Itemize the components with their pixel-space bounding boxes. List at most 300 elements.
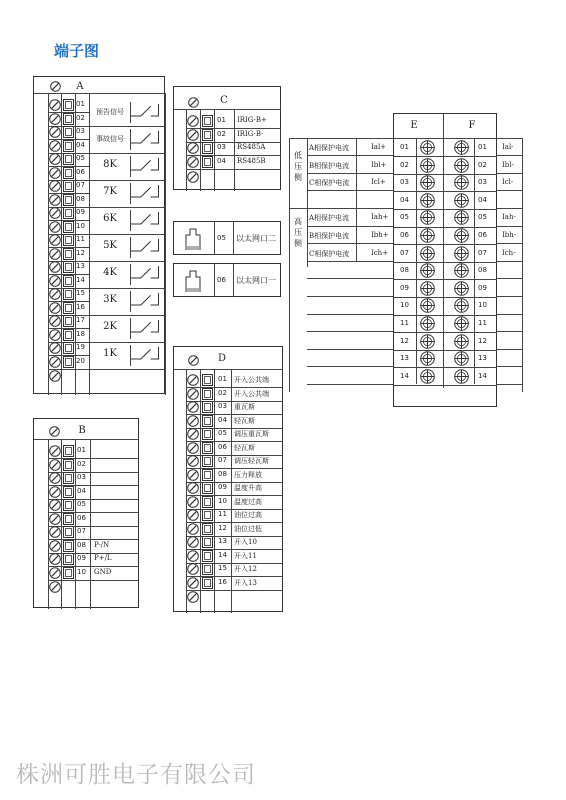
terminal-plate-icon xyxy=(202,550,213,562)
terminal-plate-icon xyxy=(63,288,74,300)
cross-screw-terminal-icon xyxy=(454,369,469,384)
terminal-plate-icon xyxy=(63,567,74,579)
relay-contact-icon xyxy=(131,293,159,309)
cross-screw-terminal-icon xyxy=(420,281,435,296)
cross-screw-terminal-icon xyxy=(420,158,435,173)
group-divider xyxy=(89,369,165,370)
row-divider xyxy=(186,155,281,156)
port-label: 以太网口二 xyxy=(236,234,276,243)
terminal-number-e: 10 xyxy=(400,301,409,310)
terminal-number-e: 14 xyxy=(400,371,409,380)
screw-icon xyxy=(187,563,199,575)
screw-icon xyxy=(49,329,61,341)
row-divider xyxy=(307,384,393,385)
phase-current-label: B相保护电流 xyxy=(309,232,350,240)
terminal-number-e: 09 xyxy=(400,283,409,292)
terminal-label: 调压重瓦斯 xyxy=(234,430,269,438)
port-label: 以太网口一 xyxy=(236,276,276,285)
terminal-label: 温度升高 xyxy=(234,484,262,492)
relay-group-label: 6K xyxy=(103,213,117,224)
terminal-number: 03 xyxy=(217,143,226,151)
current-output-table xyxy=(497,138,523,392)
terminal-number: 04 xyxy=(218,415,227,424)
terminal-number: 11 xyxy=(218,510,227,518)
row-divider xyxy=(186,142,281,143)
row-divider xyxy=(186,128,281,129)
terminal-number-f: 08 xyxy=(478,266,487,275)
terminal-number: 03 xyxy=(218,402,227,410)
terminal-plate-icon xyxy=(63,180,74,192)
terminal-plate-icon xyxy=(63,486,74,498)
terminal-number: 01 xyxy=(217,116,226,124)
cross-screw-terminal-icon xyxy=(454,316,469,331)
terminal-number: 05 xyxy=(218,429,227,437)
contact-lead xyxy=(130,156,131,177)
row-divider xyxy=(186,590,283,591)
terminal-number: 20 xyxy=(76,356,85,365)
cross-screw-terminal-icon xyxy=(420,316,435,331)
top-screw-icon xyxy=(49,426,60,437)
screw-icon xyxy=(187,469,199,481)
terminal-number: 19 xyxy=(76,343,85,351)
terminal-plate-icon xyxy=(63,126,74,138)
terminal-number-e: 06 xyxy=(400,231,409,239)
terminal-plate-icon xyxy=(202,509,213,521)
terminal-number-f: 14 xyxy=(478,371,487,380)
screw-icon xyxy=(49,275,61,287)
screw-icon xyxy=(187,496,199,508)
grid-line xyxy=(200,109,201,191)
terminal-number-f: 04 xyxy=(478,195,487,204)
cross-screw-terminal-icon xyxy=(454,281,469,296)
terminal-block-b xyxy=(33,418,139,608)
relay-contact-icon xyxy=(131,158,159,174)
terminal-number: 07 xyxy=(76,181,85,189)
screw-icon xyxy=(49,140,61,152)
grid-line xyxy=(443,114,444,388)
row-divider xyxy=(48,499,139,500)
relay-group-label: 8K xyxy=(103,159,117,170)
grid-line xyxy=(307,138,308,267)
phase-current-label: B相保护电流 xyxy=(309,161,350,170)
screw-icon xyxy=(49,315,61,327)
terminal-plate-icon xyxy=(63,553,74,565)
terminal-number-f: 13 xyxy=(478,354,487,363)
screw-icon xyxy=(187,536,199,548)
company-watermark: 株洲可胜电子有限公司 xyxy=(16,762,256,788)
grid-line xyxy=(416,138,417,384)
contact-lead xyxy=(130,102,131,123)
side-divider xyxy=(289,208,307,209)
terminal-number-e: 08 xyxy=(400,266,409,275)
terminal-number-e: 03 xyxy=(400,178,409,187)
terminal-plate-icon xyxy=(63,275,74,287)
relay-contact-icon xyxy=(131,239,159,255)
current-signal-minus: Ibh- xyxy=(502,231,517,239)
terminal-plate-icon xyxy=(63,329,74,341)
row-divider xyxy=(394,174,497,175)
terminal-plate-icon xyxy=(63,167,74,179)
relay-contact-icon xyxy=(131,347,159,363)
screw-icon xyxy=(49,472,61,484)
signal-label: 事故信号 xyxy=(96,135,124,143)
terminal-plate-icon xyxy=(63,526,74,538)
cross-screw-terminal-icon xyxy=(454,140,469,155)
terminal-label: 轻瓦斯 xyxy=(234,443,255,452)
terminal-label: RS485A xyxy=(237,143,266,151)
port-number: 05 xyxy=(217,234,226,242)
terminal-plate-icon xyxy=(202,536,213,548)
cross-screw-terminal-icon xyxy=(454,158,469,173)
grid-line xyxy=(289,138,393,139)
row-divider xyxy=(48,472,139,473)
row-divider xyxy=(497,278,523,279)
terminal-number: 06 xyxy=(218,442,227,451)
row-divider xyxy=(48,485,139,486)
screw-icon xyxy=(49,207,61,219)
screw-icon xyxy=(49,261,61,273)
screw-icon xyxy=(49,567,61,579)
terminal-plate-icon xyxy=(63,540,74,552)
terminal-plate-icon xyxy=(202,428,213,440)
cross-screw-terminal-icon xyxy=(454,263,469,278)
terminal-plate-icon xyxy=(63,261,74,273)
terminal-number: 10 xyxy=(77,567,86,576)
terminal-number: 08 xyxy=(218,469,227,478)
terminal-label: 温度过高 xyxy=(234,497,262,506)
row-divider xyxy=(307,208,393,209)
grid-line xyxy=(165,93,166,395)
current-signal-minus: Iah- xyxy=(502,213,516,222)
relay-contact-icon xyxy=(131,266,159,282)
terminal-number: 05 xyxy=(77,500,86,508)
terminal-number: 15 xyxy=(76,289,85,297)
screw-icon xyxy=(49,459,61,471)
terminal-plate-icon xyxy=(63,113,74,125)
cross-screw-terminal-icon xyxy=(454,334,469,349)
row-divider xyxy=(497,296,523,297)
terminal-plate-icon xyxy=(202,442,213,454)
terminal-plate-icon xyxy=(202,469,213,481)
terminal-plate-icon xyxy=(63,315,74,327)
terminal-plate-icon xyxy=(202,482,213,494)
terminal-number-e: 02 xyxy=(400,160,409,169)
row-divider xyxy=(394,332,497,333)
relay-group-label: 2K xyxy=(103,321,117,332)
grid-line xyxy=(214,222,215,255)
row-divider xyxy=(497,208,523,209)
screw-icon xyxy=(49,153,61,165)
terminal-plate-icon xyxy=(63,459,74,471)
terminal-label: 重瓦斯 xyxy=(234,403,255,411)
terminal-number-f: 12 xyxy=(478,336,487,345)
row-divider xyxy=(394,279,497,280)
screw-icon xyxy=(49,553,61,565)
row-divider xyxy=(497,349,523,350)
signal-label: 预告信号 xyxy=(96,108,124,116)
low-voltage-side-label: 低压侧 xyxy=(294,151,302,182)
top-screw-icon xyxy=(188,97,199,108)
screw-icon xyxy=(187,142,199,154)
relay-contact-icon xyxy=(131,320,159,336)
screw-icon xyxy=(187,455,199,467)
terminal-number: 05 xyxy=(76,154,85,162)
terminal-number-f: 10 xyxy=(478,301,487,310)
screw-icon xyxy=(187,550,199,562)
row-divider xyxy=(394,156,497,157)
bottom-screw-icon xyxy=(49,370,61,382)
terminal-number: 08 xyxy=(77,540,86,549)
terminal-label: 油位过低 xyxy=(234,524,262,533)
terminal-number: 10 xyxy=(76,221,85,230)
terminal-label: RS485B xyxy=(237,156,266,165)
relay-group-label: 4K xyxy=(103,267,117,278)
terminal-plate-icon xyxy=(63,194,74,206)
screw-icon xyxy=(49,234,61,246)
contact-lead xyxy=(130,264,131,285)
terminal-number: 09 xyxy=(218,483,227,491)
terminal-plate-icon xyxy=(63,248,74,260)
terminal-plate-icon xyxy=(202,115,213,127)
terminal-number-e: 04 xyxy=(400,195,409,204)
row-divider xyxy=(497,314,523,315)
screw-icon xyxy=(49,513,61,525)
top-screw-icon xyxy=(50,81,61,92)
screw-icon xyxy=(49,288,61,300)
row-divider xyxy=(307,155,393,156)
terminal-number: 10 xyxy=(218,496,227,505)
grid-line xyxy=(61,439,62,609)
contact-lead xyxy=(130,183,131,204)
terminal-number: 16 xyxy=(218,577,227,586)
terminal-label: GND xyxy=(94,567,112,576)
terminal-plate-icon xyxy=(63,221,74,233)
row-divider xyxy=(307,243,393,244)
screw-icon xyxy=(49,356,61,368)
row-divider xyxy=(497,155,523,156)
screw-icon xyxy=(49,540,61,552)
row-divider xyxy=(186,169,281,170)
screw-icon xyxy=(187,523,199,535)
terminal-number: 12 xyxy=(218,523,227,532)
cross-screw-terminal-icon xyxy=(420,210,435,225)
row-divider xyxy=(497,366,523,367)
terminal-number-e: 13 xyxy=(400,354,409,363)
row-divider xyxy=(497,173,523,174)
terminal-block-c xyxy=(173,86,281,190)
grid-line xyxy=(89,93,90,395)
group-divider xyxy=(89,207,165,208)
contact-lead xyxy=(130,210,131,231)
terminal-plate-icon xyxy=(63,234,74,246)
relay-contact-icon xyxy=(131,131,159,147)
cross-screw-terminal-icon xyxy=(454,228,469,243)
screw-icon xyxy=(187,415,199,427)
terminal-number: 04 xyxy=(77,486,86,495)
terminal-plate-icon xyxy=(63,356,74,368)
row-divider xyxy=(48,458,139,459)
terminal-number-e: 01 xyxy=(400,143,409,151)
grid-line xyxy=(214,109,215,191)
block-letter-f: F xyxy=(468,120,476,131)
grid-line xyxy=(174,369,283,370)
cross-screw-terminal-icon xyxy=(420,228,435,243)
terminal-plate-icon xyxy=(202,496,213,508)
terminal-number: 14 xyxy=(76,275,85,284)
bottom-screw-icon xyxy=(187,171,199,183)
cross-screw-terminal-icon xyxy=(454,175,469,190)
terminal-block-ef xyxy=(393,113,497,407)
terminal-number: 02 xyxy=(76,113,85,122)
screw-icon xyxy=(187,374,199,386)
row-divider xyxy=(497,384,523,385)
cross-screw-terminal-icon xyxy=(420,246,435,261)
row-divider xyxy=(48,512,139,513)
terminal-number-f: 01 xyxy=(478,143,487,151)
terminal-label: 开入10 xyxy=(234,538,257,546)
bottom-screw-icon xyxy=(49,581,61,593)
screw-icon xyxy=(49,302,61,314)
row-divider xyxy=(394,244,497,245)
grid-line xyxy=(474,138,475,384)
group-divider xyxy=(89,153,165,154)
high-voltage-side-label: 高压侧 xyxy=(294,217,302,249)
screw-icon xyxy=(49,486,61,498)
terminal-number: 14 xyxy=(218,550,227,559)
bottom-screw-icon xyxy=(187,591,199,603)
row-divider xyxy=(394,367,497,368)
terminal-label: 开入公共端 xyxy=(234,389,269,398)
cross-screw-terminal-icon xyxy=(420,193,435,208)
cross-screw-terminal-icon xyxy=(420,298,435,313)
terminal-number: 07 xyxy=(218,456,227,464)
grid-line xyxy=(394,138,497,139)
terminal-number: 15 xyxy=(218,564,227,572)
relay-contact-icon xyxy=(131,104,159,120)
terminal-label: IRIG-B+ xyxy=(237,116,267,124)
screw-icon xyxy=(49,126,61,138)
row-divider xyxy=(307,261,393,262)
terminal-plate-icon xyxy=(63,207,74,219)
grid-line xyxy=(34,93,165,94)
screw-icon xyxy=(49,445,61,457)
terminal-label: P+/L xyxy=(94,554,112,562)
block-letter: C xyxy=(220,95,228,106)
terminal-plate-icon xyxy=(202,415,213,427)
grid-line xyxy=(174,109,281,110)
contact-lead xyxy=(130,129,131,150)
row-divider xyxy=(497,226,523,227)
terminal-plate-icon xyxy=(202,563,213,575)
contact-lead xyxy=(130,237,131,258)
cross-screw-terminal-icon xyxy=(454,193,469,208)
terminal-number-f: 11 xyxy=(478,319,487,327)
terminal-plate-icon xyxy=(63,445,74,457)
row-divider xyxy=(48,526,139,527)
terminal-number-e: 05 xyxy=(400,213,409,222)
terminal-plate-icon xyxy=(63,99,74,111)
cross-screw-terminal-icon xyxy=(454,298,469,313)
terminal-number: 11 xyxy=(76,235,85,243)
grid-line xyxy=(522,138,523,392)
terminal-label: 压力释放 xyxy=(234,470,262,479)
terminal-number-e: 07 xyxy=(400,248,409,257)
cross-screw-terminal-icon xyxy=(454,210,469,225)
relay-group-label: 3K xyxy=(103,294,117,305)
screw-icon xyxy=(187,115,199,127)
terminal-number-e: 11 xyxy=(400,319,409,327)
screw-icon xyxy=(49,99,61,111)
terminal-plate-icon xyxy=(202,374,213,386)
current-signal-plus: Ibl+ xyxy=(371,160,387,169)
screw-icon xyxy=(187,428,199,440)
terminal-number: 03 xyxy=(77,473,86,481)
terminal-number: 13 xyxy=(76,262,85,270)
cross-screw-terminal-icon xyxy=(454,351,469,366)
terminal-block-d xyxy=(173,346,283,612)
terminal-number-f: 05 xyxy=(478,213,487,222)
terminal-label: 轻瓦斯 xyxy=(234,416,255,425)
terminal-number-f: 06 xyxy=(478,231,487,239)
port-number: 06 xyxy=(217,276,226,284)
screw-icon xyxy=(187,482,199,494)
row-divider xyxy=(307,296,393,297)
cross-screw-terminal-icon xyxy=(420,334,435,349)
group-divider xyxy=(89,342,165,343)
grid-line xyxy=(90,439,91,609)
current-signal-minus: Ial- xyxy=(502,143,514,151)
terminal-plate-icon xyxy=(202,523,213,535)
phase-current-label: A相保护电流 xyxy=(309,214,350,223)
current-signal-plus: Ich+ xyxy=(371,248,389,257)
terminal-plate-icon xyxy=(202,388,213,400)
row-divider xyxy=(307,226,393,227)
block-letter-e: E xyxy=(410,120,418,131)
cross-screw-terminal-icon xyxy=(420,175,435,190)
screw-icon xyxy=(49,113,61,125)
terminal-number: 01 xyxy=(76,100,85,108)
screw-icon xyxy=(49,221,61,233)
screw-icon xyxy=(187,577,199,589)
block-letter: D xyxy=(217,353,227,364)
contact-lead xyxy=(130,345,131,366)
row-divider xyxy=(394,315,497,316)
cross-screw-terminal-icon xyxy=(420,351,435,366)
grid-line xyxy=(497,138,523,139)
current-signal-plus: Ial+ xyxy=(371,143,387,151)
row-divider xyxy=(307,278,393,279)
terminal-label: 开入公共端 xyxy=(234,376,269,384)
terminal-plate-icon xyxy=(202,455,213,467)
terminal-label: 开入12 xyxy=(234,565,257,573)
group-divider xyxy=(89,288,165,289)
row-divider xyxy=(497,331,523,332)
cross-screw-terminal-icon xyxy=(420,140,435,155)
relay-group-label: 7K xyxy=(103,186,117,197)
terminal-number-f: 02 xyxy=(478,160,487,169)
grid-line xyxy=(34,439,139,440)
phase-current-label: C相保护电流 xyxy=(309,249,350,258)
grid-line xyxy=(234,109,235,191)
terminal-label: 开入11 xyxy=(234,551,257,560)
terminal-plate-icon xyxy=(63,472,74,484)
terminal-plate-icon xyxy=(202,129,213,141)
current-signal-plus: Iah+ xyxy=(371,213,389,222)
terminal-plate-icon xyxy=(202,156,213,168)
terminal-number: 09 xyxy=(76,208,85,216)
terminal-label: IRIG-B- xyxy=(237,129,264,138)
terminal-number: 06 xyxy=(77,513,86,522)
